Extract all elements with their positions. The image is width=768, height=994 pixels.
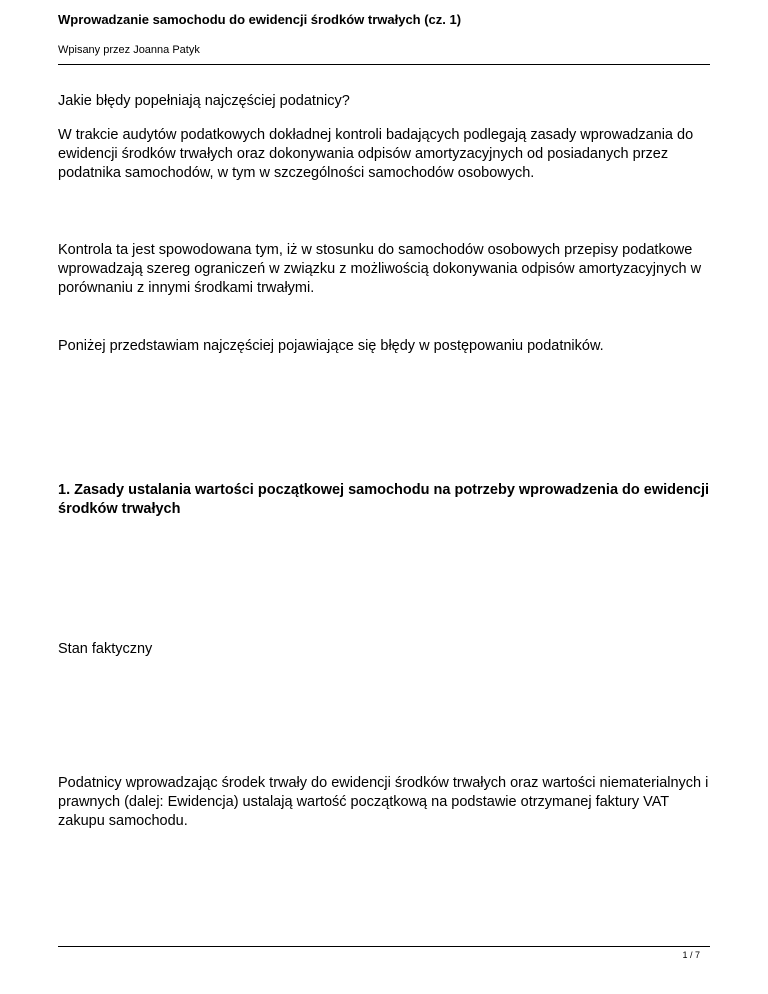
header-divider [58, 64, 710, 65]
section-heading: 1. Zasady ustalania wartości początkowej samochodu na potrzeby wprowadzenia do ewidencji środków trwałych [58, 482, 710, 517]
intro-question: Jakie błędy popełniają najczęściej podatnicy? [58, 93, 350, 109]
subheading-facts: Stan faktyczny [58, 641, 153, 657]
page-title: Wprowadzanie samochodu do ewidencji środków trwałych (cz. 1) [58, 12, 462, 27]
paragraph-initial-value: Podatnicy wprowadzając środek trwały do ewidencji środków trwałych oraz wartości niematerialnych i prawnych (dalej: Ewidencja) ustalają wartość początkową na podstawie otrzymanej faktury VAT zakupu samochodu. [58, 775, 709, 829]
paragraph-audits: W trakcie audytów podatkowych dokładnej kontroli badających podlegają zasady wprowadzania do ewidencji środków trwałych oraz dokonywania odpisów amortyzacyjnych od posiadanych przez podatnika samochodów, w tym w szczególności samochodów osobowych. [58, 127, 694, 181]
author-line: Wpisany przez Joanna Patyk [58, 44, 200, 56]
footer-divider [58, 946, 710, 947]
page-number: 1 / 7 [682, 950, 700, 960]
paragraph-control: Kontrola ta jest spowodowana tym, iż w stosunku do samochodów osobowych przepisy podatkowe wprowadzają szereg ograniczeń w związku z możliwością dokonywania odpisów amortyzacyjnych w porównaniu z innymi środkami trwałymi. [58, 242, 702, 296]
paragraph-errors-intro: Poniżej przedstawiam najczęściej pojawiające się błędy w postępowaniu podatników. [58, 338, 604, 354]
